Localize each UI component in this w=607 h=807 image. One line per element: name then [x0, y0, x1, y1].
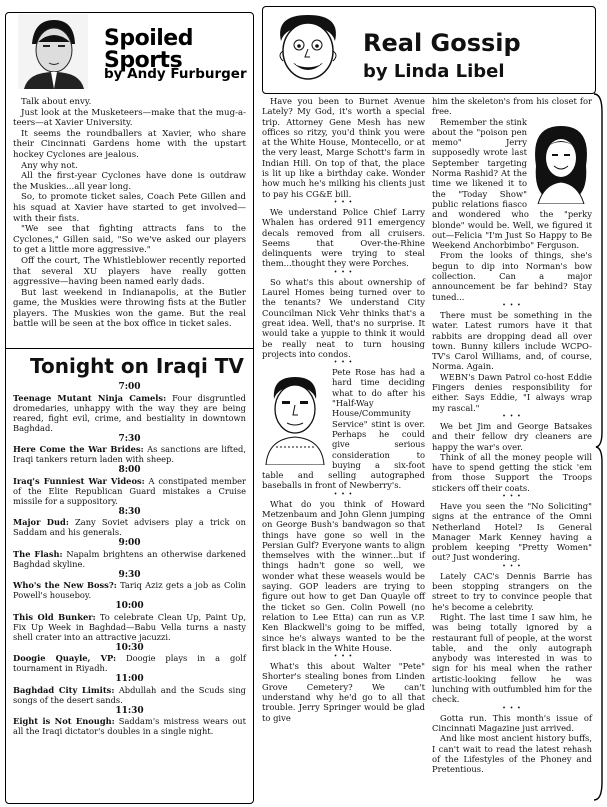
tv-show-listing [13, 612, 246, 642]
gossip-item: And like most ancient history buffs, I can't wait to read the latest rehash of the Lifestyles of the Phoney and Pretentious. [432, 733, 592, 775]
item-separator: • • • [502, 704, 522, 712]
gossip-byline: by Linda Libel [363, 61, 505, 82]
tv-show-listing [13, 444, 246, 464]
gossip-item: There must be something in the water. Latest rumors have it that rabbits are dropping dead all over town. Bunny killers include WCPO-TV's Carol Williams, and, of course, Norma. Again. [432, 309, 592, 372]
item-separator: • • • [502, 562, 522, 570]
item-separator: • • • [333, 359, 354, 367]
gossip-item: him the skeleton's from his closet for free. [432, 96, 592, 117]
tv-show-description: Saddam's mistress wears out all the Iraqi dictator's doubles in a single night. [13, 716, 246, 736]
tv-show-description: Doogie plays in a golf tournament in Riyadh. [13, 653, 246, 673]
gossip-item: Have you been to Burnet Avenue Lately? My God, it's worth a special trip. Attorney Gene Mesh has new offices so ritzy, you'd think you were at the White House, Montecello, or at the very least, Marge Schott's farm in Indian Hill. On top of that, the place is lit up like a birthday cake. Wonder how much he's milking his clients just to pay his CG&E bill. [262, 96, 425, 199]
item-separator: • • • [502, 301, 522, 309]
tv-show-time: 9:00 [118, 538, 141, 548]
tv-show-name: Who's the New Boss?: [13, 580, 117, 590]
tv-divider [5, 348, 253, 349]
gossip-item: Lately CAC's Dennis Barrie has been stopping strangers on the street to try to convince people that he's become a celebrity. [432, 570, 592, 612]
pete-rose-photo [262, 369, 328, 465]
gossip-header [262, 6, 596, 94]
columnist-photo-andy [18, 14, 88, 89]
tv-show-time: 7:00 [118, 382, 141, 392]
spoiled-sports-title: Spoiled Sports [104, 26, 193, 73]
gossip-item: Think of all the money people will have to spend getting the stick 'em from those Support the Troops stickers off their coats. [432, 451, 592, 493]
gossip-column-1 [262, 96, 425, 723]
tv-show-name: Baghdad City Limits: [13, 684, 115, 695]
gossip-item: We understand Police Chief Larry Whalen has ordered 911 emergency decals removed from all cruisers. Seems that Over-the-Rhine delinquents were trying to steal them...thought they were Porches. [262, 206, 425, 269]
tv-show-description: To celebrate Clean Up, Paint Up, Fix Up Week in Baghdad—Babu Vella turns a nasty shell crater into an attractive jacuzzi. [13, 611, 247, 642]
tv-show-name: Iraq's Funniest War Videos: [13, 475, 145, 486]
tv-show-name: Doogie Quayle, VP: [13, 653, 117, 663]
tv-show-time: 11:00 [115, 674, 144, 684]
tv-show-time: 9:30 [118, 569, 141, 580]
sports-paragraph: "We see that fighting attracts fans to the Cyclones," Gillen said, "So we've asked our players to get a little more aggressive." [13, 224, 246, 256]
sports-paragraph: It seems the roundballers at Xavier, who share their Cincinnati Gardens home with the upstart hockey Cyclones are jealous. [13, 128, 246, 160]
tv-show-time: 10:00 [115, 601, 144, 611]
gossip-item: What do you think of Howard Metzenbaum and John Glenn jumping on George Bush's bandwagon so that things have gone so well in the Persian Gulf? Everyone wants to align themselves with the winner...but if things hadn't gone so well, we wonder what these weasels would be saying. GOP leaders are trying to figure out how to get Dan Quayle off the ticket so Gen. Colin Powell (no relation to Lee Etta) can run as V.P. Ken Blackwell's going to be miffed, since he's always wanted to be the first black in the White House. [262, 498, 425, 653]
sports-paragraph: But last weekend in Indianapolis, at the Butler game, the Muskies were throwing fists at the Butler players. The Muskies won the game. But the real battle will be seen at the box office in ticket sales. [13, 287, 246, 330]
tv-show-name: This Old Bunker: [13, 611, 96, 622]
gossip-column-2 [432, 96, 592, 774]
iraqi-tv-title: Tonight on Iraqi TV [30, 354, 244, 378]
sports-paragraph: All the first-year Cyclones have done is outdraw the Muskies...all year long. [13, 171, 246, 192]
sports-paragraph: Just look at the Musketeers—make that the mug-a-teers—at Xavier University. [13, 107, 246, 129]
tv-show-description: Napalm brightens an otherwise darkened Baghdad skyline. [13, 548, 247, 569]
tv-show-description: Four disgruntled dromedaries, unhappy with the way they are being reared, fight evil, crime, and bestiality in downtown Baghdad. [13, 392, 246, 433]
tv-show-time: 11:30 [115, 705, 144, 716]
tv-show-time: 10:30 [115, 642, 144, 653]
tv-show-listing [13, 580, 246, 600]
tv-show-listing [13, 653, 246, 673]
item-separator: • • • [333, 198, 354, 206]
norma-rashid-photo [530, 120, 592, 204]
tv-show-name: Teenage Mutant Ninja Camels: [13, 392, 167, 403]
gossip-item: So what's this about ownership of Laurel Homes being turned over to the tenants? We understand City Councilman Nick Vehr thinks that's a great idea. Well, that's no surprise. It would take a yuppie to think it would be really neat to turn housing projects into condos. [262, 276, 425, 359]
spoiled-sports-body [13, 97, 246, 330]
gossip-item: Pete Rose has had a hard time deciding what to do after his "Half-Way House/Community Service" stint is over. Perhaps he could give serious consideration to buying a six-foot table and selling autographed baseballs in front of Newberry's. [262, 367, 425, 491]
gossip-item: Right. The last time I saw him, he was being totally ignored by a restaurant full of people, at the worst table, and the only autograph anybody was interested in was to sign for his meal when the rather artistic-looking fellow he was lunching with outfumbled him for the check. [432, 611, 592, 705]
tv-show-description: As sanctions are lifted, Iraqi tankers return laden with sheep. [13, 444, 247, 464]
gossip-title: Real Gossip [363, 29, 521, 57]
columnist-caricature-linda [271, 11, 345, 89]
tv-show-listing [13, 393, 246, 433]
tv-show-listing [13, 549, 246, 569]
tv-show-listing [13, 685, 246, 705]
spoiled-sports-header [8, 14, 252, 94]
tv-show-description: Abdullah and the Scuds sing songs of the desert sands. [13, 684, 246, 705]
sports-paragraph: Any why not. [21, 160, 78, 171]
tv-show-time: 8:30 [118, 506, 141, 517]
gossip-item: Have you seen the "No Soliciting" signs at the entrance of the Omni Netherland Hotel? Is General Manager Mark Kenney having a problem keeping "Pretty Women" out? Just wondering. [432, 500, 592, 563]
item-separator: • • • [502, 492, 522, 500]
iraqi-tv-listings [13, 381, 246, 736]
right-brace-ornament [592, 92, 604, 802]
tv-show-listing [13, 476, 246, 506]
tv-show-name: Major Dud: [13, 517, 69, 527]
tv-show-listing [13, 517, 246, 537]
tv-show-listing [13, 716, 246, 736]
item-separator: • • • [333, 268, 354, 276]
tv-show-name: Here Come the War Brides: [13, 444, 144, 454]
item-separator: • • • [333, 653, 354, 661]
tv-show-description: Zany Soviet advisers play a trick on Saddam and his generals. [13, 517, 247, 537]
gossip-item: Gotta run. This month's issue of Cincinnati Magazine just arrived. [432, 712, 592, 733]
gossip-item: Remember the stink about the "poison pen memo" Jerry supposedly wrote last September targeting Norma Rashid? At the time we likened it to the "Today Show" public relations fiasco and wondered who the "perky blonde" would be. Well, we figured it out—Felicia "I'm Just So Happy to Be Weekend Anchorbimbo" Ferguson. [432, 116, 592, 251]
sports-paragraph: Talk about envy. [21, 97, 92, 107]
gossip-item: What's this about Walter "Pete" Shorter's stealing bones from Linden Grove Cemetery? We can't understand why he'd go to all that trouble. Jerry Springer would be glad to give [262, 661, 425, 723]
tv-show-time: 8:00 [118, 465, 141, 475]
tv-show-time: 7:30 [118, 433, 141, 444]
sports-paragraph: So, to promote ticket sales, Coach Pete Gillen and his squad at Xavier have started to get involved—with their fists. [13, 192, 246, 224]
tv-show-description: A constipated member of the Elite Republican Guard mistakes a Cruise missile for a suppository. [13, 475, 247, 506]
spoiled-sports-byline: by Andy Furburger [104, 66, 247, 82]
tv-show-name: The Flash: [13, 548, 63, 559]
gossip-item: From the looks of things, she's begun to dip into Norman's bow collection. Can a major announcement be far behind? Stay tuned... [432, 250, 592, 302]
tv-show-description: Tariq Aziz gets a job as Colin Powell's houseboy. [13, 580, 246, 600]
item-separator: • • • [502, 412, 522, 420]
gossip-item: We bet Jim and George Batsakes and their fellow dry cleaners are happy the war's over. [432, 420, 592, 452]
gossip-item: WEBN's Dawn Patrol co-host Eddie Fingers denies responsibility for either. Says Eddie, "I always wrap my rascal." [432, 371, 592, 413]
sports-paragraph: Off the court, The Whistleblower recently reported that several XU players have really gotten aggressive—having been named early dads. [13, 255, 246, 288]
tv-show-name: Eight is Not Enough: [13, 716, 115, 726]
item-separator: • • • [333, 490, 354, 498]
